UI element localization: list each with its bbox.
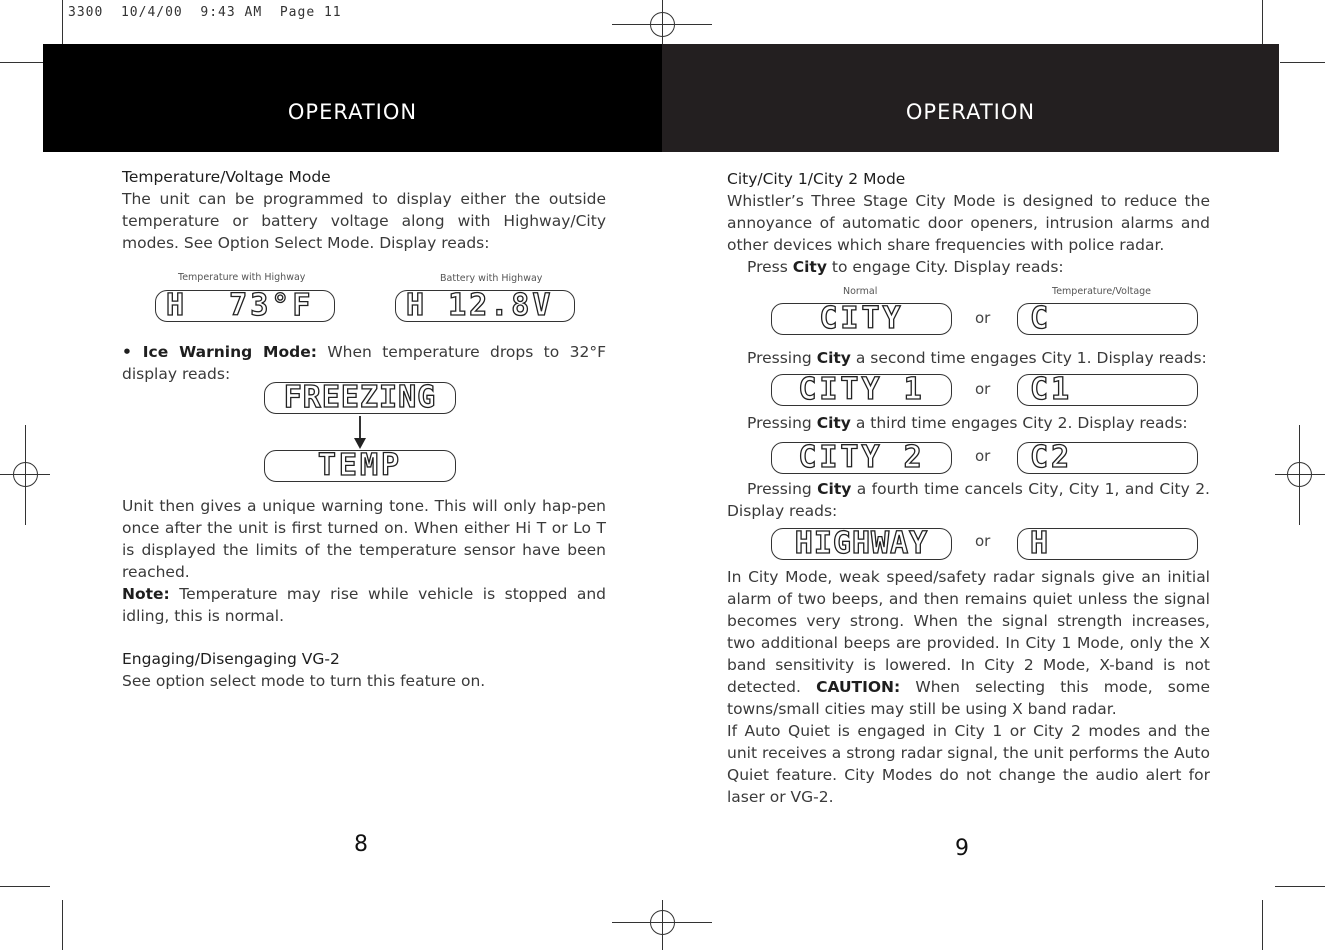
ice-warning-paragraph <box>122 341 606 385</box>
note-text: Temperature may rise while vehicle is stopped and idling, this is normal. <box>122 585 606 625</box>
note-label: Note: <box>122 585 170 603</box>
crop-mark <box>1280 62 1325 63</box>
caution-label: CAUTION: <box>816 678 901 696</box>
city-mode-section: City/City 1/City 2 Mode Whistler’s Three Stage City Mode is designed to reduce the annoyance of automatic door openers, intrusion alarms and other devices which share frequencies with police radar. Press City to engage City. Display reads: <box>727 170 1210 276</box>
lcd-city-1: CITY 1 <box>771 374 952 406</box>
lcd-temp: TEMP <box>264 450 456 482</box>
page-number-right: 9 <box>955 836 969 861</box>
third-press-text: Pressing City a third time engages City 2. Display reads: <box>747 414 1188 432</box>
ice-warning-text: When temperature drops to 32°F display reads: <box>122 343 606 383</box>
city-mode-intro: Whistler’s Three Stage City Mode is designed to reduce the annoyance of automatic door openers, intrusion alarms and other devices which share frequencies with police radar. <box>727 192 1210 254</box>
or-label: or <box>975 380 991 398</box>
caption-temperature-voltage: Temperature/Voltage <box>1052 286 1152 297</box>
warning-text: Unit then gives a unique warning tone. This will only hap-pen once after the unit is first turned on. When either Hi T or Lo T is displayed the limits of the temperature sensor have been reached. <box>122 497 606 581</box>
lcd-h: H <box>1017 528 1198 560</box>
registration-mark-left <box>0 425 50 525</box>
temp-voltage-heading: Temperature/Voltage Mode <box>122 168 331 186</box>
city-mode-details: In City Mode, weak speed/safety radar signals give an initial alarm of two beeps, and then remains quiet unless the signal becomes very strong. When the signal strength increases, two additional beeps are provided. In City 1 Mode, only the X band sensitivity is lowered. In City 2 Mode, X-band is not detected. CAUTION: When selecting this mode, some towns/small cities may still be using X band radar. If Auto Quiet is engaged in City 1 or City 2 modes and the unit receives a strong radar signal, the unit performs the Auto Quiet feature. City Modes do not change the audio alert for laser or VG-2. <box>727 568 1210 806</box>
caption-normal: Normal <box>843 286 878 297</box>
right-header-title: OPERATION <box>905 100 1036 124</box>
lcd-city: CITY <box>771 303 952 335</box>
arrow-down-icon <box>352 416 368 452</box>
lcd-freezing: FREEZING <box>264 382 456 414</box>
registration-mark-right <box>1275 425 1325 525</box>
or-label: or <box>975 532 991 550</box>
engage-section <box>122 648 606 692</box>
crop-mark <box>62 0 63 44</box>
crop-mark <box>62 900 63 950</box>
page-number-left: 8 <box>354 832 368 857</box>
registration-mark-top <box>612 0 712 48</box>
caption-battery-highway: Battery with Highway <box>440 273 543 284</box>
crop-mark <box>1262 0 1263 44</box>
crop-mark <box>0 62 44 63</box>
print-slug: 3300 10/4/00 9:43 AM Page 11 <box>68 5 342 20</box>
lcd-highway: HIGHWAY <box>771 528 952 560</box>
engage-text: See option select mode to turn this feature on. <box>122 672 486 690</box>
caption-temp-highway: Temperature with Highway <box>178 272 306 283</box>
fourth-press-text: Pressing City a fourth time cancels City, City 1, and City 2. Display reads: <box>727 480 1210 520</box>
lcd-c2: C2 <box>1017 442 1198 474</box>
left-header-title: OPERATION <box>287 100 418 124</box>
warning-section <box>122 495 606 627</box>
registration-mark-bottom <box>612 900 712 950</box>
ice-warning-label: • Ice Warning Mode: <box>122 343 317 361</box>
second-press-text: Pressing City a second time engages City 1. Display reads: <box>747 349 1207 367</box>
lcd-city-2: CITY 2 <box>771 442 952 474</box>
temp-voltage-section <box>122 166 606 254</box>
lcd-battery-highway: H 12.8V <box>395 290 575 322</box>
crop-mark <box>1262 900 1263 950</box>
left-header-band <box>43 44 662 152</box>
lcd-temperature-highway: H 73°F <box>155 290 335 322</box>
auto-quiet-text: If Auto Quiet is engaged in City 1 or City 2 modes and the unit receives a strong radar signal, the unit performs the Auto Quiet feature. City Modes do not change the audio alert for laser or VG-2. <box>727 722 1210 806</box>
or-label: or <box>975 309 991 327</box>
lcd-c: C <box>1017 303 1198 335</box>
crop-mark <box>1275 886 1325 887</box>
lcd-c1: C1 <box>1017 374 1198 406</box>
crop-mark <box>0 886 50 887</box>
right-header-band <box>662 44 1279 152</box>
city-mode-heading: City/City 1/City 2 Mode <box>727 170 906 188</box>
temp-voltage-text: The unit can be programmed to display either the outside temperature or battery voltage along with Highway/City modes. See Option Select Mode. Display reads: <box>122 190 606 252</box>
engage-heading: Engaging/Disengaging VG-2 <box>122 650 340 668</box>
or-label: or <box>975 447 991 465</box>
city-keyword: City <box>792 258 827 276</box>
